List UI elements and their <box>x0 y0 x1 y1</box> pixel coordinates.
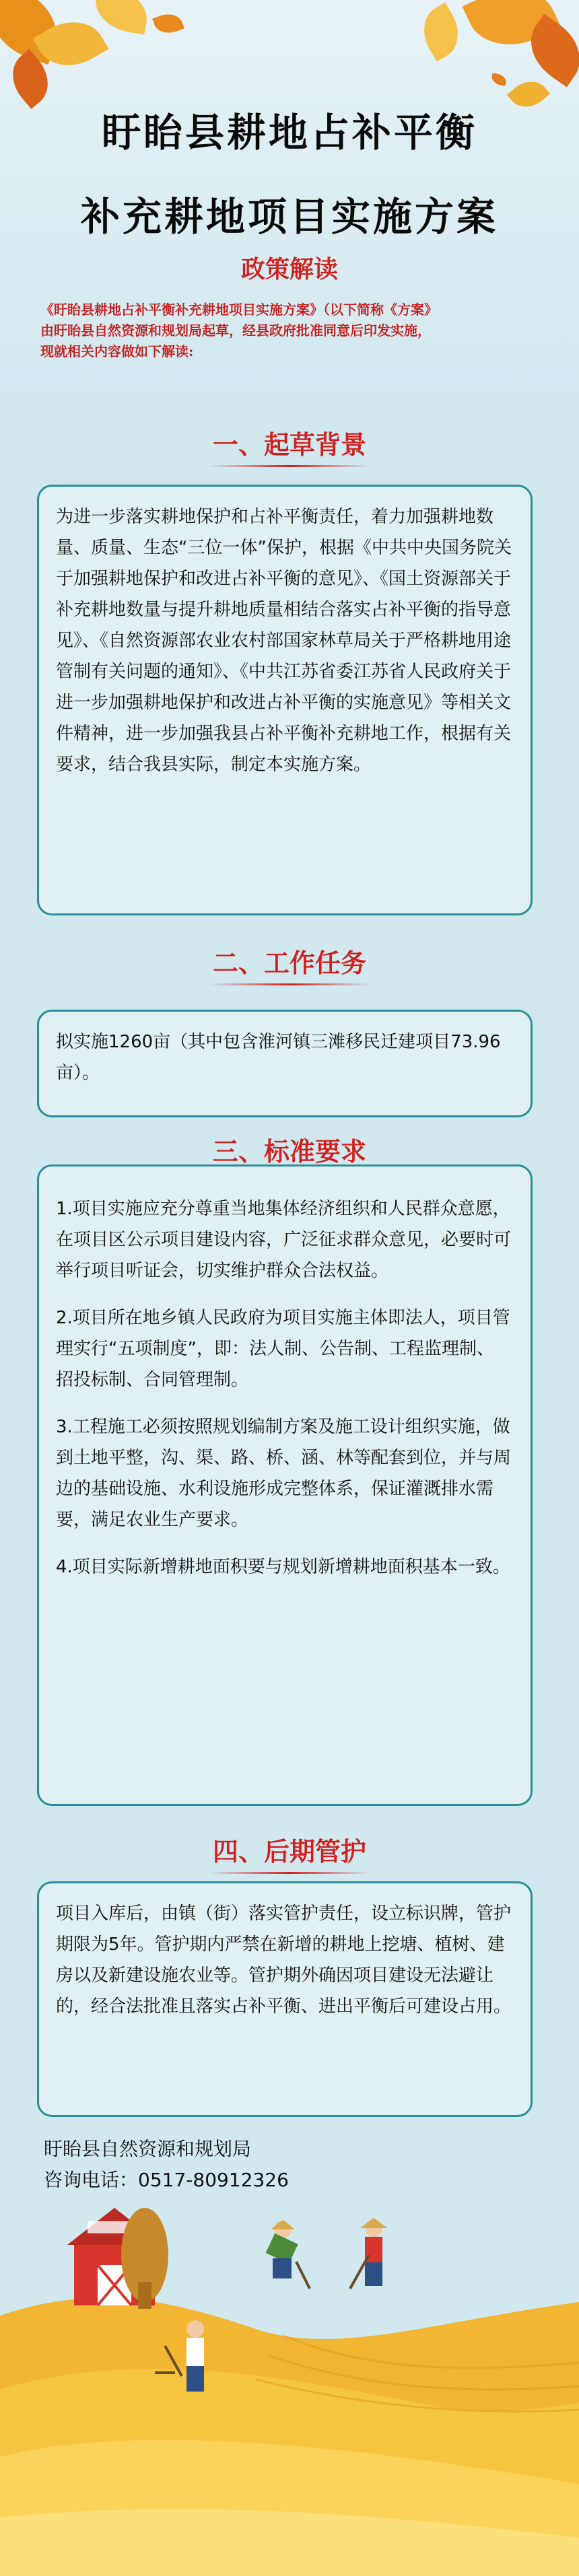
section-paragraph: 1.项目实施应充分尊重当地集体经济组织和人民群众意愿，在项目区公示项目建设内容，广泛征求群众意见，必要时可举行项目听证会，切实维护群众合法权益。 <box>56 1199 512 1281</box>
section-box-maintenance <box>37 1881 533 2117</box>
page-title-line2: 补充耕地项目实施方案 <box>80 194 498 240</box>
section-paragraph: 4.项目实际新增耕地面积要与规划新增耕地面积基本一致。 <box>56 1557 510 1577</box>
footer <box>44 2134 289 2196</box>
intro-line: 由盱眙县自然资源和规划局起草，经县政府批准同意后印发实施， <box>40 322 431 339</box>
section-paragraph: 为进一步落实耕地保护和占补平衡责任，着力加强耕地数量、质量、生态“三位一体”保护，根据《中共中央国务院关于加强耕地保护和改进占补平衡的意见》、《国土资源部关于补充耕地数量与提升耕地质量相结合落实占补平衡的指导意见》、《自然资源部农业农村部国家林草局关于严格耕地用途管制有关问题的通知》、《中共江苏省委江苏省人民政府关于进一步加强耕地保护和改进占补平衡的实施意见》等相关文件精神，进一步加强我县占补平衡补充耕地工作，根据有关要求，结合我县实际，制定本实施方案。 <box>56 507 512 775</box>
intro-line: 《盱眙县耕地占补平衡补充耕地项目实施方案》（以下简称《方案》 <box>40 302 438 318</box>
footer-contact <box>44 2165 289 2196</box>
section-paragraph: 2.项目所在地乡镇人民政府为项目实施主体即法人，项目管理实行“五项制度”，即：法人制、公告制、工程监理制、 招投标制、合同管理制。 <box>56 1308 510 1390</box>
farm-illustration <box>0 2201 579 2576</box>
phone-number: 0517-80912326 <box>138 2169 289 2191</box>
section-title: 一、起草背景 <box>212 429 366 460</box>
page-subtitle: 政策解读 <box>240 255 338 283</box>
section-paragraph: 3.工程施工必须按照规划编制方案及施工设计组织实施，做到土地平整，沟、渠、路、桥、涵、林等配套到位，并与周边的基础设施、水利设施形成完整体系，保证灌溉排水需要，满足农业生产要求。 <box>56 1417 512 1530</box>
section-paragraph: 项目入库后，由镇（街）落实管护责任，设立标识牌，管护期限为5年。管护期内严禁在新增的耕地上挖塘、植树、建房以及新建设施农业等。管护期外确因项目建设无法避让的，经合法批准且落实占补平衡、进出平衡后可建设占用。 <box>56 1904 512 2017</box>
page-title-line1: 盱眙县耕地占补平衡 <box>101 110 477 155</box>
section-paragraph: 拟实施1260亩（其中包含淮河镇三滩移民迁建项目73.96亩）。 <box>56 1032 501 1083</box>
footer-org: 盱眙县自然资源和规划局 <box>44 2138 252 2160</box>
contact-label: 咨询电话： <box>44 2169 139 2191</box>
section-title: 三、标准要求 <box>212 1136 366 1167</box>
section-title: 二、工作任务 <box>212 948 366 978</box>
intro-line: 现就相关内容做如下解读: <box>40 343 194 359</box>
section-title: 四、后期管护 <box>212 1836 366 1867</box>
